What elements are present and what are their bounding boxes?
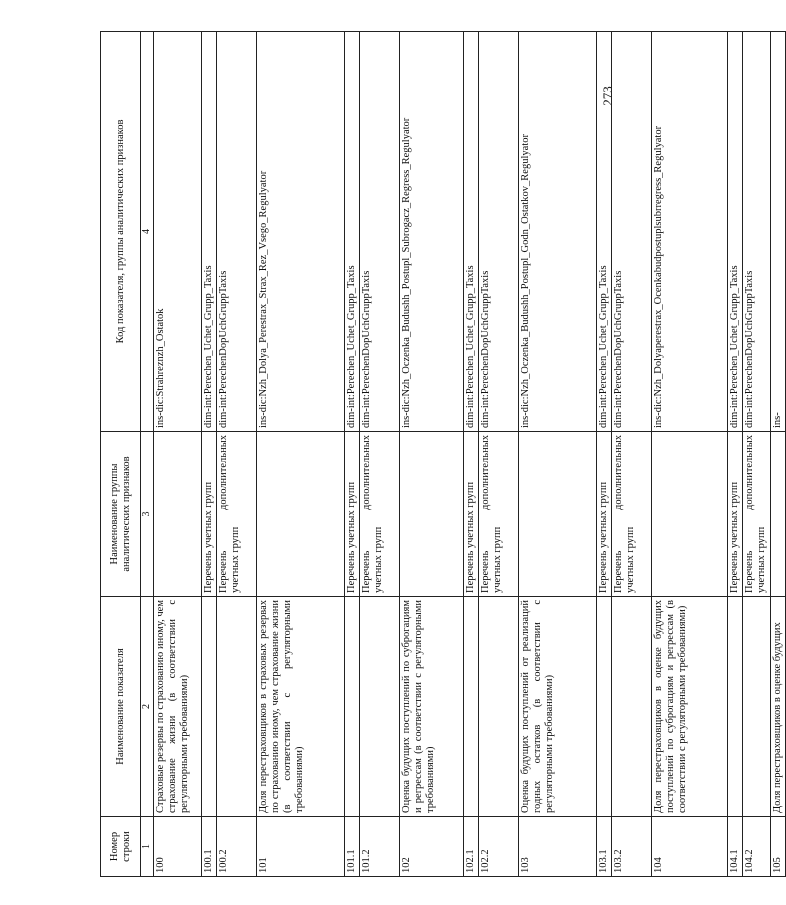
- col-number: 1: [141, 817, 154, 877]
- indicator-name: [597, 597, 612, 817]
- indicator-name: Оценка будущих поступлений от реализаций годных остатков (в соответствии с регуляторными требованиями): [519, 597, 597, 817]
- row-number: 103.1: [597, 817, 612, 877]
- indicator-code: ins-dic:Nzh_Oczenka_Budushh_Postupl_Subrogacz_Regress_Regulyator: [400, 32, 464, 432]
- indicator-code: ins-dic:Strahreznzh_Ostatok: [154, 32, 202, 432]
- indicator-code: dim-int:Perechen_Uchet_Grupp_Taxis: [728, 32, 743, 432]
- indicator-name: [202, 597, 217, 817]
- indicator-code: dim-int:PerechenDopUchGruppTaxis: [612, 32, 652, 432]
- group-name: [519, 432, 597, 597]
- indicator-name: [217, 597, 257, 817]
- indicator-name: [743, 597, 771, 817]
- group-name: [257, 432, 345, 597]
- row-number: 105: [771, 817, 786, 877]
- group-name: [400, 432, 464, 597]
- col-number: 2: [141, 597, 154, 817]
- group-name: Перечень дополнительных учетных групп: [479, 432, 519, 597]
- group-name: Перечень дополнительных учетных групп: [360, 432, 400, 597]
- page-number: 273: [599, 86, 615, 106]
- indicator-code: ins-dic:Nzh_Dolyaperestrax_Ocenkabudpostuplsubrregress_Regulyator: [652, 32, 728, 432]
- indicator-name: Оценка будущих поступлений по суброгациям и регрессам (в соответствии с регуляторными требованиями): [400, 597, 464, 817]
- row-number: 102: [400, 817, 464, 877]
- indicator-name: [360, 597, 400, 817]
- indicator-code: ins-dic:Nzh_Dolya_Perestrax_Strax_Rez_Vsego_Regulyator: [257, 32, 345, 432]
- indicator-name: Доля перестраховщиков в страховых резервах по страхованию иному, чем страхование жизни (в соответствии с регуляторными требованиями): [257, 597, 345, 817]
- indicator-code: dim-int:Perechen_Uchet_Grupp_Taxis: [345, 32, 360, 432]
- group-name: Перечень учетных групп: [464, 432, 479, 597]
- row-number: 102.2: [479, 817, 519, 877]
- indicator-name: [464, 597, 479, 817]
- indicator-name: Доля перестраховщиков в оценке будущих поступлений по суброгациям и регрессам (в соответствии с регуляторными требованиями): [652, 597, 728, 817]
- header-indicator-name: Наименование показателя: [101, 597, 141, 817]
- indicator-code: dim-int:PerechenDopUchGruppTaxis: [217, 32, 257, 432]
- indicator-code: dim-int:Perechen_Uchet_Grupp_Taxis: [464, 32, 479, 432]
- group-name: Перечень учетных групп: [345, 432, 360, 597]
- row-number: 104.1: [728, 817, 743, 877]
- row-number: 101.2: [360, 817, 400, 877]
- row-number: 100.2: [217, 817, 257, 877]
- group-name: Перечень дополнительных учетных групп: [217, 432, 257, 597]
- indicator-code: dim-int:PerechenDopUchGruppTaxis: [360, 32, 400, 432]
- row-number: 104.2: [743, 817, 771, 877]
- row-number: 100: [154, 817, 202, 877]
- group-name: [154, 432, 202, 597]
- indicator-code: ins-dic:Nzh_Oczenka_Budushh_Postupl_Godn_Ostatkov_Regulyator: [519, 32, 597, 432]
- row-number: 103.2: [612, 817, 652, 877]
- row-number: 102.1: [464, 817, 479, 877]
- indicator-name: [612, 597, 652, 817]
- group-name: [652, 432, 728, 597]
- group-name: Перечень учетных групп: [597, 432, 612, 597]
- col-number: 4: [141, 32, 154, 432]
- indicator-code: dim-int:Perechen_Uchet_Grupp_Taxis: [202, 32, 217, 432]
- group-name: Перечень дополнительных учетных групп: [612, 432, 652, 597]
- row-number: 101: [257, 817, 345, 877]
- indicator-name: Страховые резервы по страхованию иному, чем страхование жизни (в соответствии с регуляторными требованиями): [154, 597, 202, 817]
- group-name: [771, 432, 786, 597]
- header-code: Код показателя, группы аналитических признаков: [101, 32, 141, 432]
- row-number: 103: [519, 817, 597, 877]
- indicator-name: [728, 597, 743, 817]
- indicator-code: dim-int:PerechenDopUchGruppTaxis: [743, 32, 771, 432]
- indicator-table: [100, 31, 786, 877]
- indicator-name: [345, 597, 360, 817]
- indicator-code: dim-int:PerechenDopUchGruppTaxis: [479, 32, 519, 432]
- indicator-code: ins-: [771, 32, 786, 432]
- group-name: Перечень учетных групп: [202, 432, 217, 597]
- indicator-name: Доля перестраховщиков в оценке будущих: [771, 597, 786, 817]
- indicator-name: [479, 597, 519, 817]
- indicator-code: dim-int:Perechen_Uchet_Grupp_Taxis: [597, 32, 612, 432]
- header-group-name: Наименование группы аналитических признаков: [101, 432, 141, 597]
- row-number: 101.1: [345, 817, 360, 877]
- header-row-number: Номер строки: [101, 817, 141, 877]
- col-number: 3: [141, 432, 154, 597]
- group-name: Перечень учетных групп: [728, 432, 743, 597]
- group-name: Перечень дополнительных учетных групп: [743, 432, 771, 597]
- row-number: 100.1: [202, 817, 217, 877]
- row-number: 104: [652, 817, 728, 877]
